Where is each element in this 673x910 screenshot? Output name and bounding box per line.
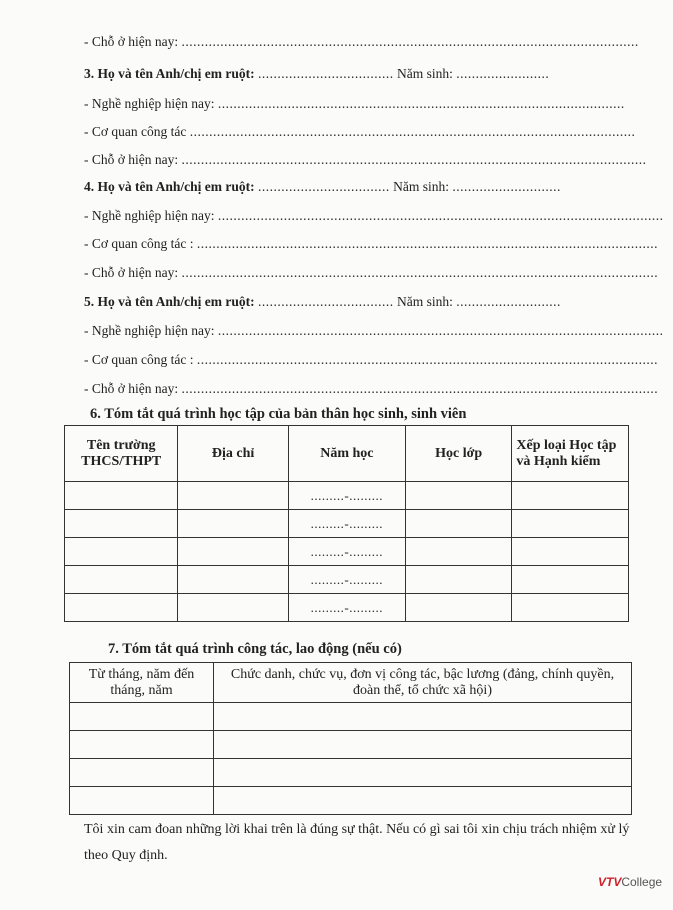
- table-row: [70, 703, 632, 731]
- name-dots[interactable]: ..................................: [258, 179, 390, 194]
- table-cell[interactable]: [178, 566, 288, 594]
- table-row: [70, 759, 632, 787]
- current-residence-line: [84, 34, 639, 50]
- name-dots[interactable]: ...................................: [258, 66, 394, 81]
- year-cell[interactable]: .........-.........: [288, 538, 405, 566]
- heading-label: 5. Họ và tên Anh/chị em ruột:: [84, 294, 255, 309]
- name-dots[interactable]: ...................................: [258, 294, 394, 309]
- table-cell[interactable]: [405, 566, 511, 594]
- table-cell[interactable]: [65, 538, 178, 566]
- fill-dots[interactable]: ...........................................................................................................................: [181, 381, 659, 396]
- table-cell[interactable]: [65, 482, 178, 510]
- table-cell[interactable]: [405, 538, 511, 566]
- table-cell[interactable]: [512, 510, 629, 538]
- fill-dots[interactable]: ...........................................................................................................................: [181, 265, 659, 280]
- sibling-5-residence: [84, 381, 658, 397]
- table-cell[interactable]: [512, 566, 629, 594]
- field-label: - Nghề nghiệp hiện nay:: [84, 208, 215, 223]
- table-cell[interactable]: [178, 594, 288, 622]
- table-cell[interactable]: [214, 759, 632, 787]
- field-label: - Chỗ ở hiện nay:: [84, 34, 179, 49]
- sibling-4-occupation: [84, 208, 663, 224]
- sibling-5-heading: [84, 294, 561, 310]
- fill-dots[interactable]: ...................................................................................................................: [189, 124, 636, 139]
- fill-dots[interactable]: ...................................................................................................................: [217, 208, 664, 223]
- table-cell[interactable]: [65, 594, 178, 622]
- sibling-3-occupation: [84, 96, 625, 112]
- declaration-statement: Tôi xin cam đoan những lời khai trên là đúng sự thật. Nếu có gì sai tôi xin chịu trách nhiệm xử lý theo Quy định.: [84, 822, 630, 863]
- field-label: - Cơ quan công tác: [84, 124, 187, 139]
- birth-year-dots[interactable]: ........................: [456, 66, 550, 81]
- table-cell[interactable]: [65, 566, 178, 594]
- table-cell[interactable]: [512, 594, 629, 622]
- table-cell[interactable]: [214, 731, 632, 759]
- logo-part-1: VTV: [598, 875, 622, 889]
- sibling-3-heading: [84, 66, 549, 82]
- section-7-title: 7. Tóm tắt quá trình công tác, lao động (nếu có): [108, 641, 402, 657]
- sibling-3-residence: [84, 152, 647, 168]
- field-label: - Cơ quan công tác :: [84, 236, 194, 251]
- section-6-title: 6. Tóm tắt quá trình học tập của bản thân học sinh, sinh viên: [90, 406, 467, 422]
- table-row: [70, 787, 632, 815]
- heading-label: 4. Họ và tên Anh/chị em ruột:: [84, 179, 255, 194]
- education-table: [64, 425, 629, 622]
- header-class: Học lớp: [405, 426, 511, 482]
- table-cell[interactable]: [405, 594, 511, 622]
- fill-dots[interactable]: .........................................................................................................: [217, 96, 625, 111]
- table-cell[interactable]: [512, 482, 629, 510]
- table-row: [65, 594, 629, 622]
- field-label: - Cơ quan công tác :: [84, 352, 194, 367]
- sibling-5-occupation: [84, 323, 663, 339]
- table-cell[interactable]: [405, 482, 511, 510]
- table-row: [70, 731, 632, 759]
- header-address: Địa chỉ: [178, 426, 288, 482]
- table-row: [65, 510, 629, 538]
- table-row: [65, 538, 629, 566]
- table-cell[interactable]: [65, 510, 178, 538]
- table-cell[interactable]: [70, 731, 214, 759]
- table-cell[interactable]: [512, 538, 629, 566]
- header-grading: Xếp loại Học tập và Hạnh kiểm: [512, 426, 629, 482]
- sibling-4-residence: [84, 265, 658, 281]
- table-cell[interactable]: [70, 787, 214, 815]
- birth-year-label: Năm sinh:: [393, 179, 449, 194]
- fill-dots[interactable]: ......................................................................................................................: [181, 34, 639, 49]
- table-cell[interactable]: [70, 759, 214, 787]
- birth-year-dots[interactable]: ............................: [452, 179, 561, 194]
- fill-dots[interactable]: ...................................................................................................................: [217, 323, 664, 338]
- table-row: [65, 482, 629, 510]
- sibling-4-heading: [84, 179, 561, 195]
- field-label: - Nghề nghiệp hiện nay:: [84, 323, 215, 338]
- field-label: - Chỗ ở hiện nay:: [84, 152, 179, 167]
- fill-dots[interactable]: .......................................................................................................................: [196, 352, 658, 367]
- table-cell[interactable]: [70, 703, 214, 731]
- field-label: - Chỗ ở hiện nay:: [84, 381, 179, 396]
- birth-year-label: Năm sinh:: [397, 294, 453, 309]
- fill-dots[interactable]: .......................................................................................................................: [196, 236, 658, 251]
- sibling-3-workplace: [84, 124, 635, 140]
- birth-year-label: Năm sinh:: [397, 66, 453, 81]
- table-cell[interactable]: [405, 510, 511, 538]
- sibling-5-workplace: [84, 352, 658, 368]
- year-cell[interactable]: .........-.........: [288, 510, 405, 538]
- year-cell[interactable]: .........-.........: [288, 594, 405, 622]
- header-school-year: Năm học: [288, 426, 405, 482]
- sibling-4-workplace: [84, 236, 658, 252]
- fill-dots[interactable]: ........................................................................................................................: [181, 152, 647, 167]
- header-period: Từ tháng, năm đến tháng, năm: [70, 663, 214, 703]
- header-position: Chức danh, chức vụ, đơn vị công tác, bậc lương (đảng, chính quyền, đoàn thể, tổ chức xã hội): [214, 663, 632, 703]
- table-cell[interactable]: [178, 510, 288, 538]
- heading-label: 3. Họ và tên Anh/chị em ruột:: [84, 66, 255, 81]
- header-school: Tên trường THCS/THPT: [65, 426, 178, 482]
- field-label: - Nghề nghiệp hiện nay:: [84, 96, 215, 111]
- year-cell[interactable]: .........-.........: [288, 566, 405, 594]
- logo-part-2: College: [621, 875, 663, 889]
- table-cell[interactable]: [214, 703, 632, 731]
- work-history-table: [69, 662, 632, 815]
- table-row: [65, 566, 629, 594]
- table-cell[interactable]: [178, 538, 288, 566]
- year-cell[interactable]: .........-.........: [288, 482, 405, 510]
- vtv-college-logo: [598, 875, 662, 889]
- table-cell[interactable]: [214, 787, 632, 815]
- birth-year-dots[interactable]: ...........................: [456, 294, 561, 309]
- table-cell[interactable]: [178, 482, 288, 510]
- field-label: - Chỗ ở hiện nay:: [84, 265, 179, 280]
